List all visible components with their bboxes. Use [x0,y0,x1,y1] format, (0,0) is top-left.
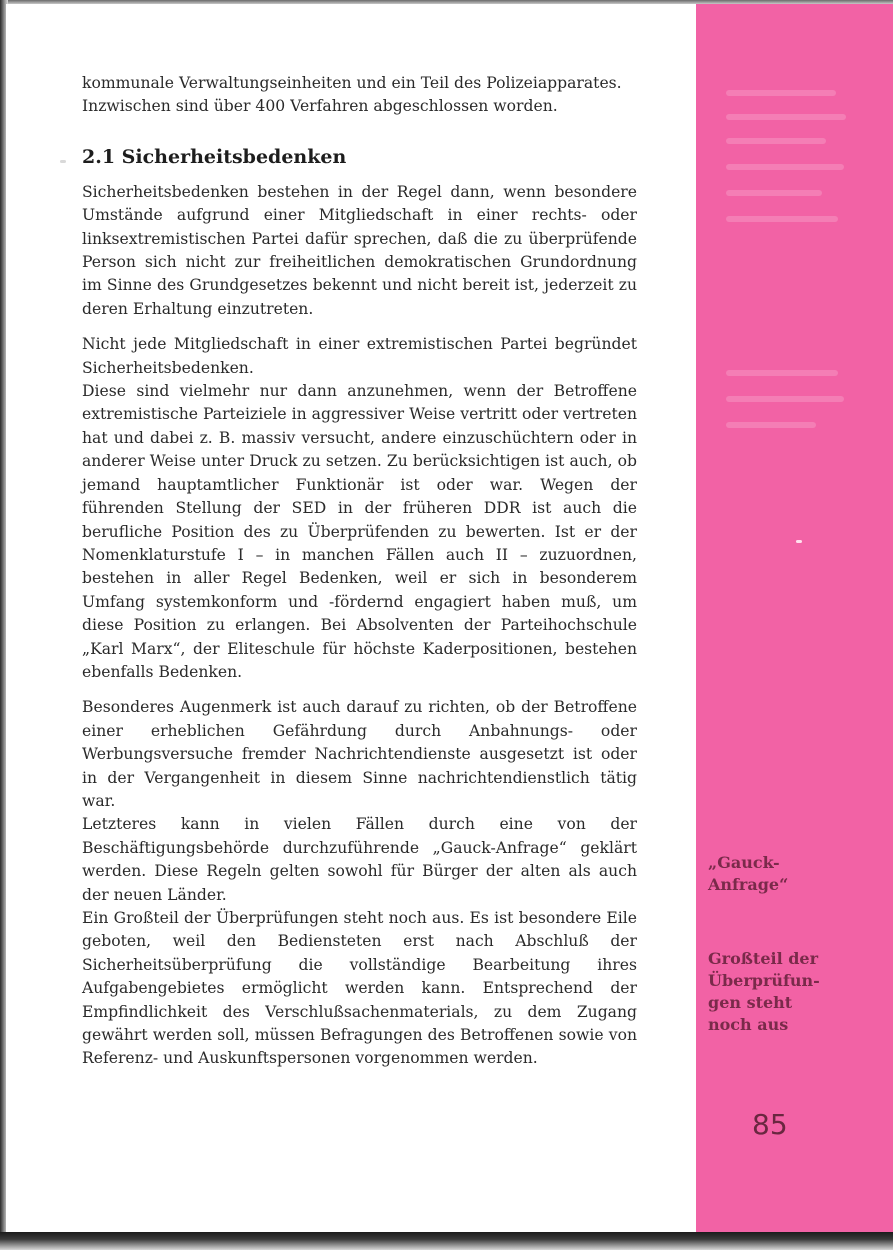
margin-note-line: gen steht [708,993,793,1012]
show-through-mark [726,190,822,196]
margin-note-line: Anfrage“ [708,875,789,894]
scan-speck [60,160,66,163]
paragraph-procedures: Inzwischen sind über 400 Verfahren abgeschlossen worden. [82,97,558,116]
show-through-mark [726,164,844,170]
margin-note-line: noch aus [708,1015,789,1034]
show-through-mark [726,396,844,402]
paragraph-intelligence: Besonderes Augenmerk ist auch darauf zu richten, ob der Betroffene einer erheblichen Gefährdung durch Anbahnungs- oder Werbungsversuche fremder Nachrichtendienste ausgesetzt ist oder in der Vergangenheit in diesem Sinne nachrichtendienstlich tätig war. [82,698,637,810]
margin-note-line: Großteil der [708,949,819,968]
show-through-mark [726,90,836,96]
page-number: 85 [752,1108,788,1141]
show-through-mark [726,138,826,144]
margin-note-gauck [708,852,858,896]
paragraph-security-concerns: Sicherheitsbedenken bestehen in der Regel dann, wenn besondere Umstände aufgrund einer Mitgliedschaft in einer rechts- oder linksextremistischen Partei dafür sprechen, daß die zu überprüfende Person sich nicht zur freiheitlichen demokratischen Grundordnung im Sinne des Grundgesetzes bekennt und nicht bereit ist, jederzeit zu deren Erhaltung einzutreten. [82,182,637,318]
margin-note-checks [708,948,858,1036]
section-heading: 2.1 Sicherheitsbedenken [82,145,347,168]
page-edge-bottom [0,1232,893,1250]
paragraph-aggressive: Diese sind vielmehr nur dann anzunehmen, wenn der Betroffene extremistische Parteiziele in aggressiver Weise vertritt oder vertreten hat und dabei z. B. massiv versucht, andere einzuschüchtern oder in anderer Weise unter Druck zu setzen. Zu berücksichtigen ist auch, ob jemand hauptamtlicher Funktionär ist oder war. Wegen der führenden Stellung der SED in der früheren DDR ist auch die berufliche Position des zu Überprüfenden zu bewerten. Ist er der Nomenklaturstufe I – in manchen Fällen auch II – zuzuordnen, bestehen in aller Regel Bedenken, weil er sich in besonderem Umfang systemkonform und -fördernd engagiert haben muß, um diese Position zu erlangen. Bei Absolventen der Parteihochschule „Karl Marx“, der Eliteschule für höchste Kaderpositionen, bestehen ebenfalls Bedenken. [82,382,637,681]
margin-note-line: „Gauck- [708,853,780,872]
main-text-column [82,72,637,1071]
show-through-mark [726,370,838,376]
paragraph-membership: Nicht jede Mitgliedschaft in einer extremistischen Partei begründet Sicherheitsbedenken. [82,335,637,377]
scan-speck [796,540,802,543]
paragraph-outstanding-checks: Ein Großteil der Überprüfungen steht noch aus. Es ist besondere Eile geboten, weil den Bediensteten erst nach Abschluß der Sicherheitsüberprüfung die vollständige Bearbeitung ihres Aufgabengebietes ermöglicht werden kann. Entsprechend der Empfindlichkeit des Verschlußsachenmaterials, zu dem Zugang gewährt werden soll, müssen Befragungen des Betroffenen sowie von Referenz- und Auskunftspersonen vorgenommen werden. [82,909,637,1068]
margin-note-line: Überprüfun- [708,971,820,990]
paragraph-gauck-request: Letzteres kann in vielen Fällen durch eine von der Beschäftigungsbehörde durchzuführende „Gauck-Anfrage“ geklärt werden. Diese Regeln gelten sowohl für Bürger der alten als auch der neuen Länder. [82,815,637,904]
margin-color-bar [696,4,893,1234]
paragraph-intro: kommunale Verwaltungseinheiten und ein Teil des Polizeiapparates. [82,74,622,92]
show-through-mark [726,422,816,428]
show-through-mark [726,216,838,222]
show-through-mark [726,114,846,120]
